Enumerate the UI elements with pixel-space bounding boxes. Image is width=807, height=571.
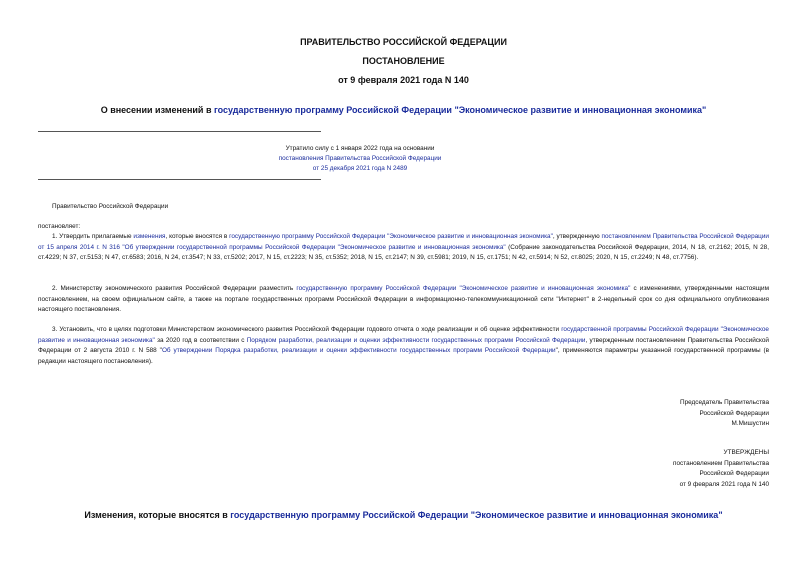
approved-body: Российской Федерации: [699, 470, 769, 477]
p3-text-3: , утвержденным постановлением Правительства Российской Федерации от 2 августа 2010 г. N 588 ": [38, 336, 769, 355]
title-program-link[interactable]: государственную программу Российской Федерации "Экономическое развитие и инновационная экономика": [213, 105, 707, 115]
signature-name: М.Мишустин: [731, 420, 769, 427]
org-heading: ПРАВИТЕЛЬСТВО РОССИЙСКОЙ ФЕДЕРАЦИИ: [300, 37, 507, 47]
repeal-note-text: Утратило силу с 1 января 2022 года на основании: [285, 145, 435, 152]
approved-block: [673, 448, 769, 490]
signature-block: [680, 398, 769, 430]
p1-link-program[interactable]: государственную программу Российской Федерации "Экономическое развитие и инновационная экономика": [229, 233, 553, 240]
paragraph-3: [38, 325, 769, 367]
signature-body: Российской Федерации: [699, 409, 769, 417]
repeal-link-decree[interactable]: постановления Правительства Российской Федерации: [278, 155, 442, 162]
p3-text-2: за 2020 год в соответствии с: [154, 336, 247, 344]
p2-text-1: 2. Министерству экономического развития Российской Федерации разместить: [52, 285, 297, 292]
approved-heading: УТВЕРЖДЕНЫ: [723, 449, 769, 456]
p1-text-2: , которые вносятся в: [165, 233, 230, 240]
repeal-note: [230, 144, 490, 174]
p3-text-4: ", применяются параметры указанной государственной программы (в редакции настоящего постановления).: [38, 347, 770, 365]
doc-type-heading: ПОСТАНОВЛЕНИЕ: [362, 56, 445, 66]
divider-top: [38, 131, 321, 132]
p1-text-1: 1. Утвердить прилагаемые: [52, 233, 134, 240]
document-title: [0, 105, 807, 115]
changes-title-prefix: Изменения, которые вносятся в: [84, 510, 231, 520]
p3-text-1: 3. Установить, что в целях подготовки Министерством экономического развития Российской Федерации годового отчета о ходе реализации и об оценке эффективности: [52, 326, 562, 333]
p2-link-program[interactable]: государственную программу Российской Федерации "Экономическое развитие и инновационная экономика": [296, 285, 631, 292]
divider-bottom: [38, 179, 321, 180]
intro-government: Правительство Российской Федерации: [52, 203, 169, 210]
repeal-link-date[interactable]: от 25 декабря 2021 года N 2489: [312, 165, 408, 172]
paragraph-1: [38, 232, 769, 264]
p3-link-procedure[interactable]: Порядком разработки, реализации и оценки эффективности государственных программ Российской Федерации: [246, 336, 586, 344]
p1-text-4: (Собрание законодательства Российской Федерации, 2014, N 18, ст.2162; 2015, N 28, ст.4229; N 37, ст.5153; N 47, ст.6583; 2016, N 24, ст.3547; N 33, ст.5202; 2017, N 15, ст.2223; N 35, ст.5352; 2018, N 15, ст.2147; N 39, ст.5981; 2019, N 15, ст.1751; N 42, ст.5914; N 52, ст.8025; 2020, N 15, ст.2249; N 48, ст.7756).: [38, 243, 769, 262]
p1-link-changes[interactable]: изменения: [133, 233, 166, 240]
p2-text-2: с изменениями, утвержденными настоящим постановлением, на своем официальном сайте, а также на портале государственных программ Российской Федерации в информационно-телекоммуникационной сети "Интернет" в 2-недельный срок со дня официального опубликования настоящего постановления.: [38, 285, 769, 314]
p1-text-3: , утвержденную: [552, 233, 602, 240]
p3-link-procedure-approval[interactable]: Об утверждении Порядка разработки, реализации и оценки эффективности государственных программ Российской Федерации: [161, 347, 556, 355]
intro-decrees: постановляет:: [38, 223, 81, 230]
paragraph-2: [38, 284, 769, 316]
changes-title-program-link[interactable]: государственную программу Российской Федерации "Экономическое развитие и инновационная экономика": [230, 510, 723, 520]
doc-date-number: от 9 февраля 2021 года N 140: [338, 75, 469, 85]
approved-by: постановлением Правительства: [673, 459, 769, 467]
title-prefix: О внесении изменений в: [100, 105, 214, 115]
approved-date-number: от 9 февраля 2021 года N 140: [679, 480, 769, 488]
signature-position: Председатель Правительства: [680, 399, 769, 406]
p3-link-program[interactable]: государственной программы Российской Федерации "Экономическое развитие и инновационная экономика": [38, 326, 769, 344]
changes-title: [0, 510, 807, 520]
p1-link-decree-316[interactable]: постановлением Правительства Российской Федерации от 15 апреля 2014 г. N 316 "Об утверждении государственной программы Российской Федерации "Экономическое развитие и инновационная экономика": [38, 233, 769, 251]
